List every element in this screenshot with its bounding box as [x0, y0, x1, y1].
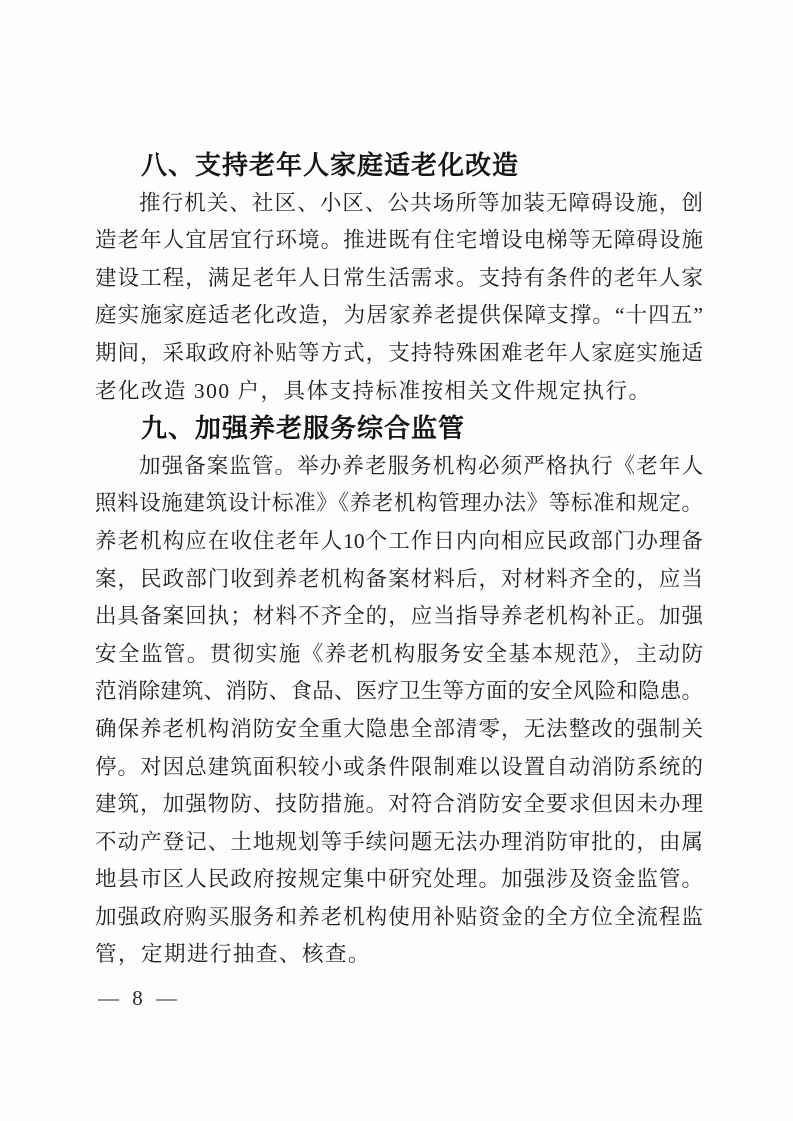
paragraph-line: 不动产登记、土地规划等手续问题无法办理消防审批的，由属 — [95, 829, 703, 854]
paragraph-line: 加强政府购买服务和养老机构使用补贴资金的全方位全流程监 — [95, 904, 703, 929]
paragraph-line: 加强备案监管。举办养老服务机构必须严格执行《老年人 — [139, 453, 703, 478]
paragraph-line: 停。对因总建筑面积较小或条件限制难以设置自动消防系统的 — [95, 754, 703, 779]
paragraph-line: 推行机关、社区、小区、公共场所等加装无障碍设施，创 — [139, 190, 703, 215]
paragraph-line: 地县市区人民政府按规定集中研究处理。加强涉及资金监管。 — [95, 867, 703, 892]
paragraph-line: 范消除建筑、消防、食品、医疗卫生等方面的安全风险和隐患。 — [95, 679, 703, 704]
page-number: — 8 — — [98, 986, 181, 1010]
paragraph-line: 养老机构应在收住老年人10个工作日内向相应民政部门办理备 — [95, 528, 703, 553]
paragraph-line: 管，定期进行抽查、核查。 — [95, 942, 372, 967]
section-8-heading: 八、支持老年人家庭适老化改造 — [141, 150, 520, 180]
paragraph-line: 建筑，加强物防、技防措施。对符合消防安全要求但因未办理 — [95, 792, 703, 817]
paragraph-line: 确保养老机构消防安全重大隐患全部清零，无法整改的强制关 — [95, 716, 703, 741]
paragraph-line: 庭实施家庭适老化改造，为居家养老提供保障支撑。“十四五” — [95, 303, 703, 328]
paragraph-line: 安全监管。贯彻实施《养老机构服务安全基本规范》，主动防 — [95, 641, 703, 666]
paragraph-line: 出具备案回执；材料不齐全的，应当指导养老机构补正。加强 — [95, 604, 703, 629]
document-body — [95, 147, 703, 974]
paragraph-line: 期间，采取政府补贴等方式，支持特殊困难老年人家庭实施适 — [95, 340, 703, 365]
paragraph-line: 照料设施建筑设计标准》《养老机构管理办法》等标准和规定。 — [95, 491, 703, 516]
paragraph-line: 造老年人宜居宜行环境。推进既有住宅增设电梯等无障碍设施 — [95, 228, 703, 253]
section-9-heading: 九、加强养老服务综合监管 — [141, 413, 466, 444]
paragraph-line: 老化改造 300 户，具体支持标准按相关文件规定执行。 — [95, 378, 652, 403]
paragraph-line: 案，民政部门收到养老机构备案材料后，对材料齐全的，应当 — [95, 566, 703, 591]
paragraph-line: 建设工程，满足老年人日常生活需求。支持有条件的老年人家 — [95, 265, 703, 290]
